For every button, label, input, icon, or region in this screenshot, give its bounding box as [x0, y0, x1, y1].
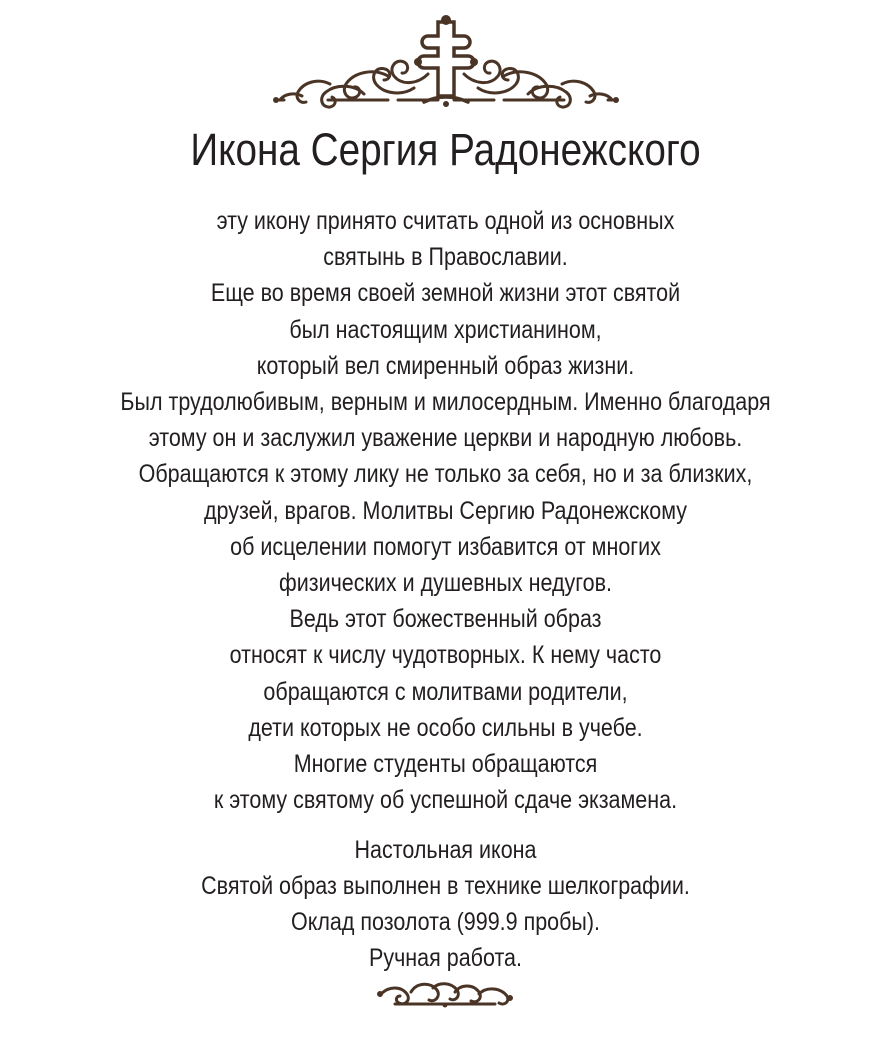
description-line: об исцелении помогут избавится от многих: [230, 532, 661, 561]
description-line: относят к числу чудотворных. К нему часто: [229, 641, 662, 670]
details-line: Оклад позолота (999.9 пробы).: [290, 908, 601, 936]
description-line: физических и душевных недугов.: [279, 569, 612, 598]
scroll-flourish-ornament-icon: [375, 974, 515, 1010]
description-line: который вел смиренный образ жизни.: [256, 351, 635, 380]
cross-scroll-ornament-icon: [268, 14, 624, 110]
details-line: Настольная икона: [354, 836, 537, 864]
description-text: [0, 203, 891, 818]
description-line: святынь в Православии.: [323, 243, 568, 272]
page-title: Икона Сергия Радонежского: [190, 124, 701, 175]
description-line: дети которых не особо сильны в учебе.: [248, 713, 643, 742]
description-line: Еще во время своей земной жизни этот святой: [210, 279, 681, 308]
description-line: был настоящим христианином,: [289, 315, 602, 344]
description-line: обращаются с молитвами родители,: [263, 677, 628, 706]
description-line: этому он и заслужил уважение церкви и народную любовь.: [148, 424, 743, 453]
description-line: друзей, врагов. Молитвы Сергию Радонежскому: [203, 496, 688, 525]
description-line: Многие студенты обращаются: [293, 750, 598, 779]
description-line: эту икону принято считать одной из основных: [216, 207, 675, 235]
description-line: Обращаются к этому лику не только за себя, но и за близких,: [138, 460, 753, 489]
description-line: Ведь этот божественный образ: [289, 605, 602, 634]
details-line: Ручная работа.: [369, 944, 522, 972]
description-line: Был трудолюбивым, верным и милосердным. Именно благодаря: [120, 388, 771, 417]
product-details: [0, 832, 891, 976]
details-line: Святой образ выполнен в технике шелкографии.: [201, 872, 690, 900]
description-line: к этому святому об успешной сдаче экзамена.: [213, 786, 678, 815]
